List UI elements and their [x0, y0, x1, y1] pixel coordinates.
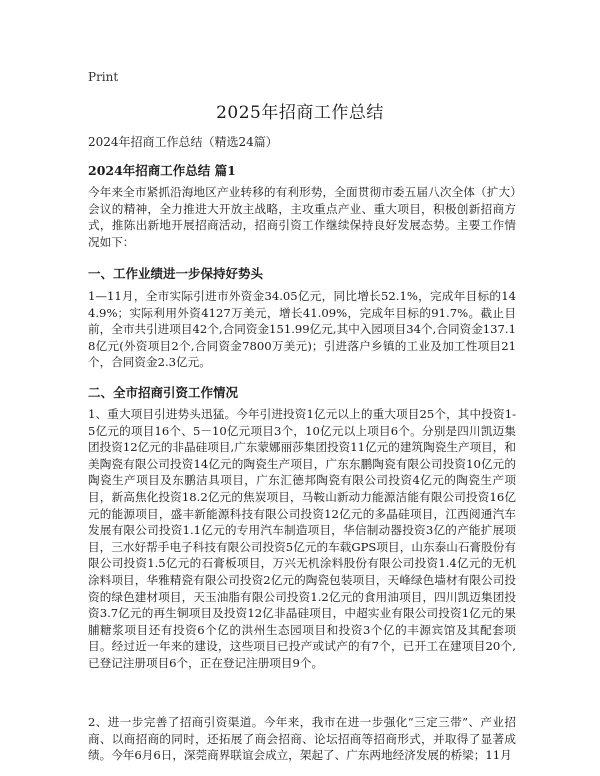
item2-paragraph: 2、进一步完善了招商引资渠道。今年来，我市在进一步强化“三定三带”、产业招商、以商招商的同时，还拓展了商会招商、论坛招商等招商形式，并取得了显著成绩。今年6月6日，深莞商界联谊会成立，架起了、广东两地经济发展的桥梁；11月: [88, 715, 516, 763]
section1-paragraph: 1—11月，全市实际引进市外资金34.05亿元，同比增长52.1%，完成年目标的144.9%；实际利用外资4127万美元，增长41.09%，完成年目标的91.7%。截止目前，全市共引进项目42个,合同资金151.99亿元,其中入园项目34个,合同资金137.18亿元(外资项目2个,合同资金7800万美元)；引进落户乡镇的工业及加工性项目21个，合同资金2.3亿元。: [88, 289, 516, 370]
print-link[interactable]: Print: [88, 70, 119, 84]
page-title: 2025年招商工作总结: [216, 103, 384, 123]
intro-paragraph: 今年来全市紧抓沿海地区产业转移的有利形势，全面贯彻市委五届八次全体（扩大）会议的精神，全力推进大开放主战略，主攻重点产业、重大项目，积极创新招商方式，推陈出新地开展招商活动，招商引资工作继续保持良好发展态势。主要工作情况如下：: [88, 185, 516, 249]
section1-heading: 一、工作业绩进一步保持好势头: [88, 266, 264, 281]
item1-paragraph: 1、重大项目引进势头迅猛。今年引进投资1亿元以上的重大项目25个，其中投资1-5亿元的项目16个、5－10亿元项目3个，10亿元以上项目6个。分别是四川凯迈集团投资12亿元的非晶硅项目,广东蒙娜丽莎集团投资11亿元的建筑陶瓷生产项目，和美陶瓷有限公司投资14亿元的陶瓷生产项目，广东东鹏陶瓷有限公司投资10亿元的陶瓷生产项目及东鹏洁具项目，广东汇德邦陶瓷有限公司投资4亿元的陶瓷生产项目，新高焦化投资18.2亿元的焦炭项目，马鞍山新动力能源洁能有限公司投资16亿元的能源项目，盛丰新能源科技有限公司投资12亿元的多晶硅项目，江西阅通汽车发展有限公司投资1.1亿元的专用汽车制造项目，华信制动器投资3亿的产能扩展项目，三水好帮手电子科技有限公司投资5亿元的车载GPS项目，山东泰山石膏股份有限公司投资1.5亿元的石膏板项目，万兴无机涂料股份有限公司投资1.4亿元的无机涂料项目，华雅精瓷有限公司投资2亿元的陶瓷包装项目，天峰绿色墙材有限公司投资的绿色建材项目，天玉油脂有限公司投资1.2亿元的食用油项目，四川凯迈集团投资3.7亿元的再生铜项目及投资12亿非晶硅项目，中超实业有限公司投资1亿元的果脯糖浆项目还有投资6个亿的洪州生态园项目和投资3个亿的丰源宾馆及其配套项目。经过近一年来的建设，这些项目已投产或试产的有7个，已开工在建项目20个,已登记注册项目6个，正在登记注册项目9个。: [88, 407, 516, 670]
section2-heading: 二、全市招商引资工作情况: [88, 385, 239, 400]
document-subtitle: 2024年招商工作总结（精选24篇）: [88, 135, 278, 149]
part-heading: 2024年招商工作总结 篇1: [88, 163, 236, 178]
